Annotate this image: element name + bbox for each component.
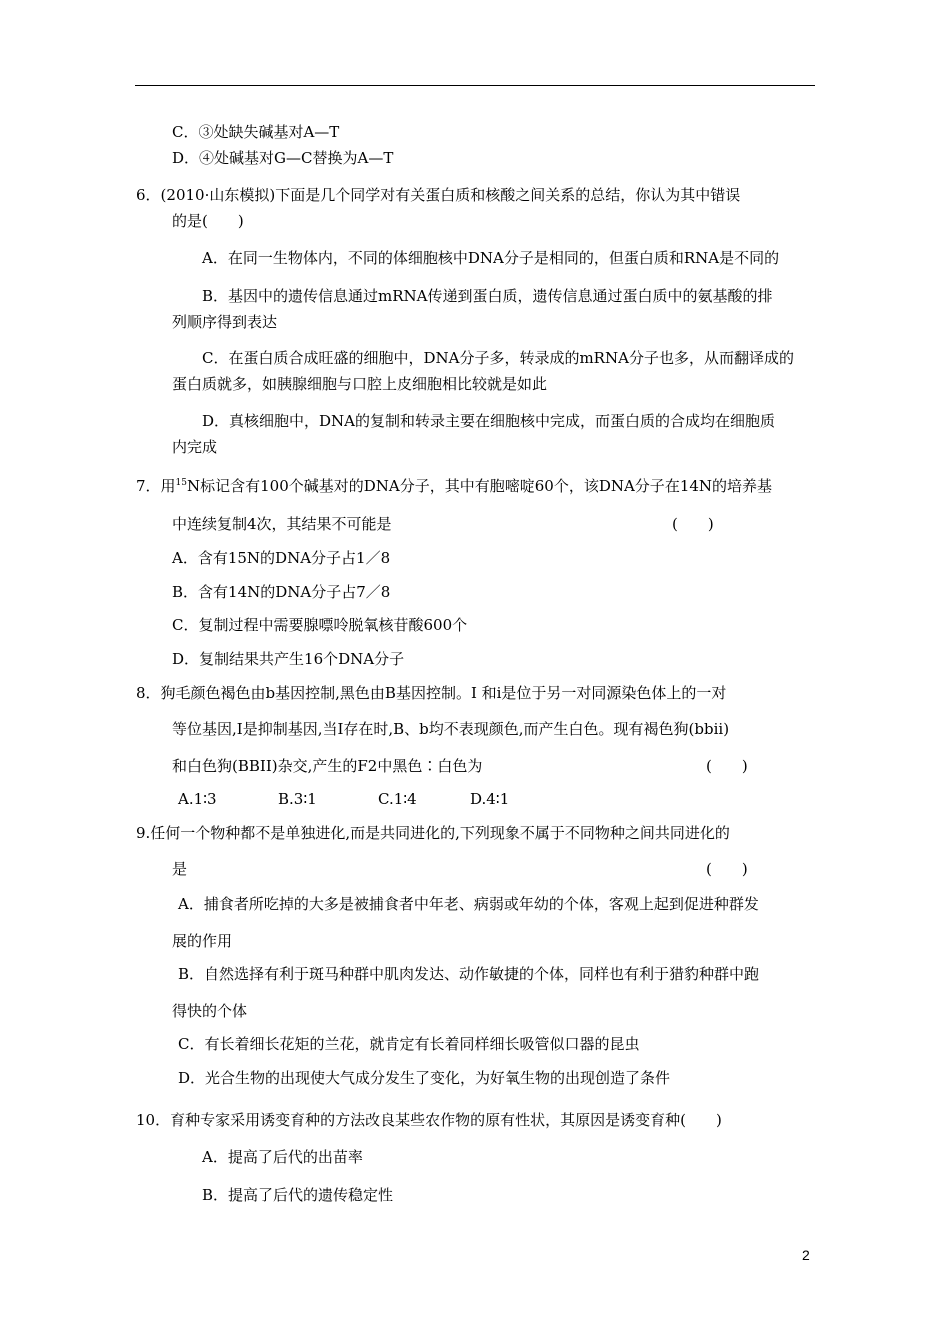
q7-option-d: D．复制结果共产生16个DNA分子 [172, 650, 405, 668]
q8-option-a: A.1∶3 [178, 790, 217, 808]
q8-option-b: B.3∶1 [278, 790, 317, 808]
q9-stem-cont: 是 [172, 860, 188, 878]
q6-stem: 6．(2010·山东模拟)下面是几个同学对有关蛋白质和核酸之间关系的总结，你认为其中错误 [136, 186, 741, 204]
q7-stem-cont: 中连续复制4次，其结果不可能是 [172, 515, 392, 533]
q6-stem-cont: 的是( ) [172, 212, 244, 230]
q9-option-b-cont: 得快的个体 [172, 1002, 248, 1020]
q8-stem: 8．狗毛颜色褐色由b基因控制,黑色由B基因控制。I 和i是位于另一对同源染色体上的一对 [136, 684, 727, 702]
q10-option-b: B．提高了后代的遗传稳定性 [202, 1186, 394, 1204]
q6-option-d: D．真核细胞中，DNA的复制和转录主要在细胞核中完成，而蛋白质的合成均在细胞质 [202, 412, 776, 430]
q9-option-a: A．捕食者所吃掉的大多是被捕食者中年老、病弱或年幼的个体，客观上起到促进种群发 [178, 895, 759, 913]
q6-option-c-cont: 蛋白质就多，如胰腺细胞与口腔上皮细胞相比较就是如此 [172, 375, 548, 393]
q9-answer-paren: ( ) [706, 860, 748, 878]
q9-option-d: D．光合生物的出现使大气成分发生了变化，为好氧生物的出现创造了条件 [178, 1069, 671, 1087]
q10-stem: 10．育种专家采用诱变育种的方法改良某些农作物的原有性状，其原因是诱变育种( ) [136, 1111, 722, 1129]
q7-option-a: A．含有15N的DNA分子占1／8 [172, 549, 391, 567]
q6-option-d-cont: 内完成 [172, 438, 218, 456]
q8-stem-cont1: 等位基因,I是抑制基因,当I存在时,B、b均不表现颜色,而产生白色。现有褐色狗(bbii) [172, 720, 730, 738]
q9-option-a-cont: 展的作用 [172, 932, 233, 950]
q8-answer-paren: ( ) [706, 757, 748, 775]
q6-option-a: A．在同一生物体内，不同的体细胞核中DNA分子是相同的，但蛋白质和RNA是不同的 [202, 249, 780, 267]
q7-answer-paren: ( ) [672, 515, 714, 533]
q7-option-c: C．复制过程中需要腺嘌呤脱氧核苷酸600个 [172, 616, 468, 634]
q10-option-a: A．提高了后代的出苗率 [202, 1148, 363, 1166]
q9-stem: 9.任何一个物种都不是单独进化,而是共同进化的,下列现象不属于不同物种之间共同进化的 [136, 824, 730, 842]
q7-stem-text: 标记含有100个碱基对的DNA分子，其中有胞嘧啶60个，该DNA分子在14N的培养基 [200, 477, 773, 495]
header-rule [135, 85, 815, 86]
q5-option-c: C．③处缺失碱基对A—T [172, 123, 340, 141]
q7-option-b: B．含有14N的DNA分子占7／8 [172, 583, 391, 601]
q8-option-d: D.4∶1 [470, 790, 510, 808]
q6-option-c: C．在蛋白质合成旺盛的细胞中，DNA分子多，转录成的mRNA分子也多，从而翻译成的 [202, 349, 794, 367]
q7-isotope-mass: 15 [175, 478, 187, 488]
q7-prefix: 7．用 [136, 477, 176, 495]
q5-option-d: D．④处碱基对G—C替换为A—T [172, 149, 394, 167]
q9-option-c: C．有长着细长花矩的兰花，就肯定有长着同样细长吸管似口器的昆虫 [178, 1035, 640, 1053]
q6-option-b-cont: 列顺序得到表达 [172, 313, 278, 331]
q7-stem [136, 476, 772, 496]
q8-stem-cont2: 和白色狗(BBII)杂交,产生的F2中黑色∶白色为 [172, 757, 483, 775]
q8-option-c: C.1∶4 [378, 790, 417, 808]
page-number: 2 [802, 1247, 810, 1263]
q6-option-b: B．基因中的遗传信息通过mRNA传递到蛋白质，遗传信息通过蛋白质中的氨基酸的排 [202, 287, 773, 305]
q9-option-b: B．自然选择有利于斑马种群中肌肉发达、动作敏捷的个体，同样也有利于猎豹种群中跑 [178, 965, 760, 983]
q7-isotope-element: N [187, 477, 201, 495]
